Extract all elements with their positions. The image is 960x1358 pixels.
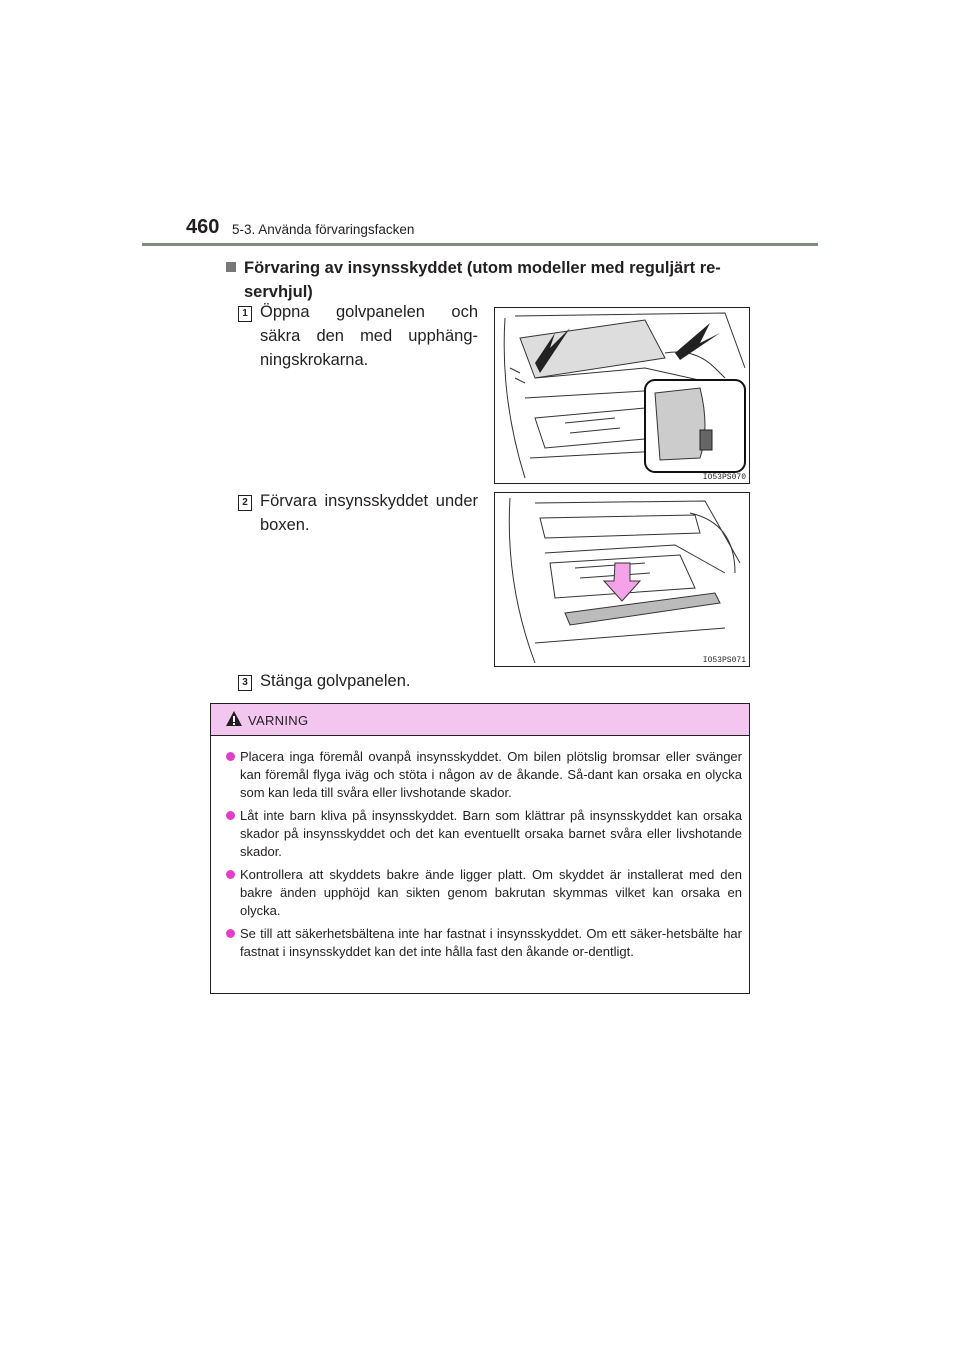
step-text-1: Öppna golvpanelen och säkra den med upphäng-ningskrokarna.: [260, 303, 478, 369]
illustration-code: IO53PS071: [702, 656, 746, 665]
illustration-trunk-hooks: [494, 307, 750, 484]
trunk-floor-panel-hooks-illustration: [495, 308, 749, 483]
illustration-trunk-storage: [494, 492, 750, 667]
square-bullet-icon: [226, 262, 236, 272]
bullet-icon: [226, 929, 235, 938]
warning-header: [211, 704, 749, 736]
warning-box: [210, 703, 750, 994]
heading-line-1: Förvaring av insynsskyddet (utom modeller med reguljärt re-: [244, 259, 721, 277]
step-number-3: 3: [238, 675, 252, 691]
step-number-1: 1: [238, 306, 252, 322]
heading-line-2: servhjul): [244, 283, 313, 301]
warning-triangle-icon: [225, 710, 243, 727]
step-text-3: Stänga golvpanelen.: [260, 672, 411, 690]
warning-item: Se till att säkerhetsbältena inte har fastnat i insynsskyddet. Om ett säker-hetsbälte har fastnat i insynsskyddet kan det inte hålla fast den åkande or-dentligt.: [226, 925, 742, 961]
step-text-2: Förvara insynsskyddet under boxen.: [260, 492, 478, 534]
warning-list: [226, 748, 742, 966]
warning-title: VARNING: [248, 713, 309, 728]
step-number-2: 2: [238, 495, 252, 511]
trunk-tonneau-cover-storage-illustration: [495, 493, 749, 666]
bullet-icon: [226, 870, 235, 879]
illustration-code: IO53PS070: [702, 473, 746, 482]
warning-item: Placera inga föremål ovanpå insynsskyddet. Om bilen plötslig bromsar eller svänger kan föremål flyga iväg och stöta i någon av de åkande. Så-dant kan orsaka en olycka som kan leda till svåra eller livshotande skador.: [226, 748, 742, 802]
section-title: 5-3. Använda förvaringsfacken: [232, 222, 415, 237]
warning-item: Kontrollera att skyddets bakre ände ligger platt. Om skyddet är installerat med den bakre änden upphöjd kan sikten genom bakrutan skymmas vilket kan orsaka en olycka.: [226, 866, 742, 920]
bullet-icon: [226, 811, 235, 820]
bullet-icon: [226, 752, 235, 761]
subsection-heading: [226, 256, 750, 304]
warning-item: Låt inte barn kliva på insynsskyddet. Barn som klättrar på insynsskyddet kan orsaka skador på insynsskyddet och det kan eventuellt orsaka barnet svåra eller livshotande skador.: [226, 807, 742, 861]
header-divider: [142, 243, 818, 246]
page-number: 460: [186, 216, 220, 238]
